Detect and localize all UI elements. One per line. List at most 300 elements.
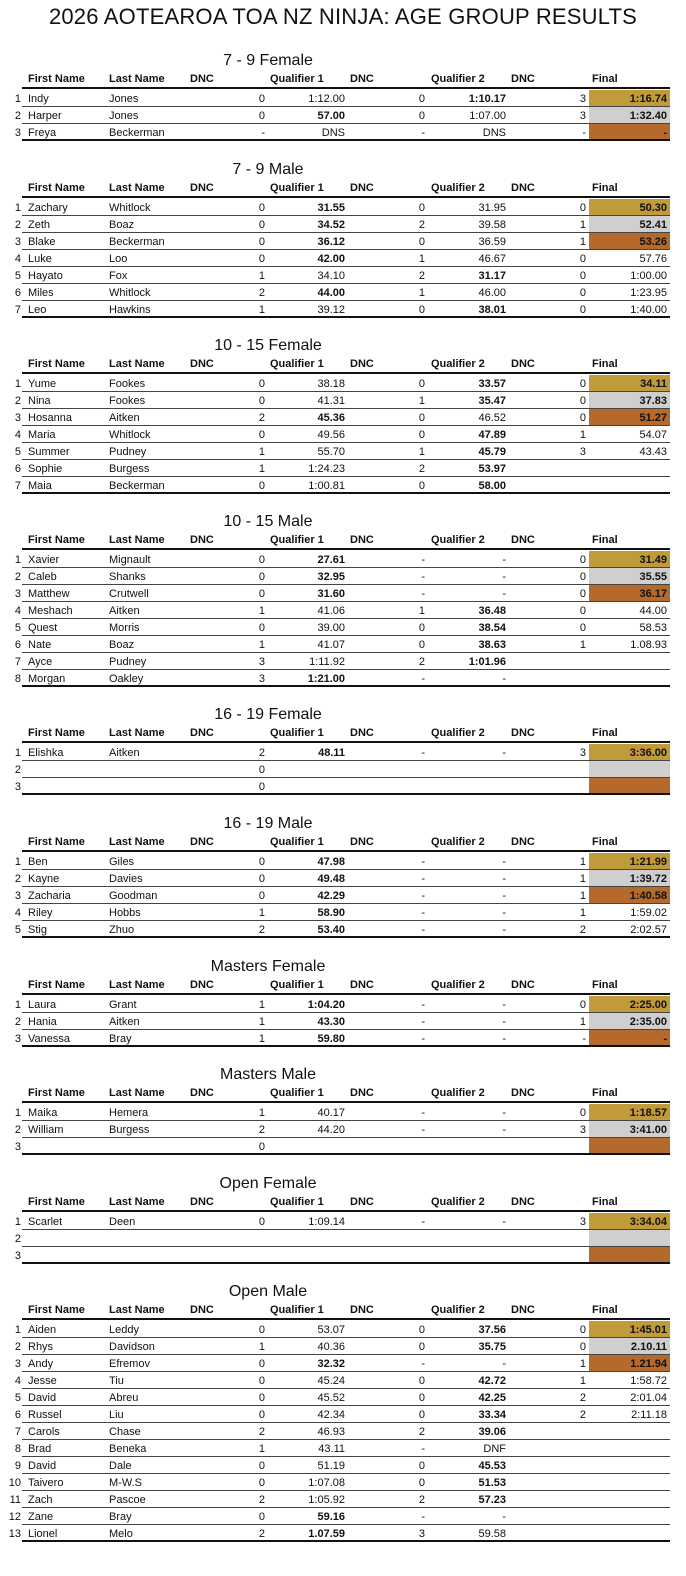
- first-name: Zachary: [28, 202, 68, 214]
- qualifier-1-time: 41.07: [317, 639, 345, 651]
- result-section: [0, 513, 686, 691]
- dnc-qualifier-2: 2: [418, 1426, 425, 1438]
- header-last-name: Last Name: [109, 73, 165, 85]
- last-name: Whitlock: [109, 429, 151, 441]
- last-name: Bray: [109, 1511, 132, 1523]
- row-divider: [22, 316, 670, 318]
- dnc-qualifier-1: 1: [258, 446, 265, 458]
- final-time: 2:25.00: [629, 999, 667, 1011]
- last-name: Aitken: [109, 412, 140, 424]
- rank-number: 3: [14, 236, 21, 248]
- qualifier-1-time: 1:11.92: [309, 656, 345, 668]
- header-dnc: DNC: [511, 534, 535, 546]
- qualifier-1-time: 27.61: [317, 554, 345, 566]
- qualifier-1-time: 39.00: [317, 622, 345, 634]
- header-divider: [22, 196, 670, 198]
- qualifier-2-time: 35.47: [478, 395, 506, 407]
- dnc-qualifier-2: -: [421, 907, 425, 919]
- header-final: Final: [592, 979, 618, 991]
- gold-medal-cell: [589, 90, 670, 106]
- rank-number: 6: [14, 287, 21, 299]
- rank-number: 2: [14, 873, 21, 885]
- first-name: Zeth: [28, 219, 51, 231]
- bronze-medal-cell: [589, 1247, 670, 1263]
- final-time: 2:11.18: [631, 1409, 667, 1421]
- table-row: [0, 1406, 686, 1423]
- table-header: [0, 534, 686, 548]
- qualifier-2-time: 38.01: [478, 304, 506, 316]
- dnc-final: 1: [579, 429, 586, 441]
- first-name: David: [28, 1392, 57, 1404]
- qualifier-2-time: 59.58: [478, 1528, 506, 1540]
- dnc-qualifier-2: 3: [418, 1528, 425, 1540]
- final-time: 1:23.95: [630, 287, 667, 299]
- qualifier-2-time: -: [502, 890, 506, 902]
- qualifier-1-time: 41.31: [317, 395, 345, 407]
- header-qualifier-1: Qualifier 1: [270, 1304, 324, 1316]
- qualifier-1-time: 48.11: [318, 747, 345, 759]
- dnc-qualifier-2: -: [421, 1216, 425, 1228]
- header-last-name: Last Name: [109, 979, 165, 991]
- header-divider: [22, 372, 670, 374]
- header-qualifier-2: Qualifier 2: [431, 534, 485, 546]
- dnc-qualifier-2: 0: [418, 1409, 425, 1421]
- last-name: Giles: [109, 856, 135, 868]
- last-name: Deen: [109, 1216, 136, 1228]
- qualifier-2-time: 38.63: [478, 639, 506, 651]
- row-divider: [22, 492, 670, 494]
- first-name: Matthew: [28, 588, 70, 600]
- table-header: [0, 1196, 686, 1210]
- header-qualifier-1: Qualifier 1: [270, 358, 324, 370]
- qualifier-2-time: 46.67: [478, 253, 506, 265]
- header-dnc: DNC: [511, 727, 535, 739]
- first-name: Sophie: [28, 463, 63, 475]
- silver-medal-cell: [589, 216, 670, 232]
- dnc-qualifier-1: 0: [258, 1392, 265, 1404]
- dnc-qualifier-1: 0: [258, 1375, 265, 1387]
- final-time: 3:34.04: [629, 1216, 667, 1228]
- qualifier-1-time: 43.30: [317, 1016, 345, 1028]
- final-time: 1.21.94: [630, 1358, 667, 1370]
- qualifier-1-time: 44.20: [317, 1124, 345, 1136]
- final-time: 3:36.00: [629, 747, 667, 759]
- rank-number: 3: [14, 127, 21, 139]
- header-qualifier-2: Qualifier 2: [431, 727, 485, 739]
- result-section: [0, 1175, 686, 1268]
- header-divider: [22, 548, 670, 550]
- qualifier-2-time: 1:01.96: [468, 656, 506, 668]
- table-row: [0, 284, 686, 301]
- dnc-qualifier-1: 1: [258, 999, 265, 1011]
- last-name: Hawkins: [109, 304, 151, 316]
- qualifier-1-time: 44.00: [317, 287, 345, 299]
- qualifier-1-time: 1:09.14: [308, 1216, 345, 1228]
- dnc-final: 0: [579, 378, 586, 390]
- rank-number: 1: [14, 856, 21, 868]
- header-qualifier-2: Qualifier 2: [431, 1087, 485, 1099]
- dnc-qualifier-2: -: [421, 571, 425, 583]
- qualifier-2-time: -: [502, 571, 506, 583]
- table-row: [0, 568, 686, 585]
- rank-number: 1: [14, 202, 21, 214]
- first-name: Indy: [28, 93, 49, 105]
- first-name: Scarlet: [28, 1216, 63, 1228]
- qualifier-1-time: 43.11: [318, 1443, 345, 1455]
- last-name: Bray: [109, 1033, 132, 1045]
- header-final: Final: [592, 727, 618, 739]
- qualifier-2-time: -: [502, 1216, 506, 1228]
- last-name: M-W.S: [109, 1477, 142, 1489]
- section-title: Masters Female: [210, 958, 326, 975]
- dnc-qualifier-1: 2: [258, 1528, 265, 1540]
- dnc-qualifier-2: 0: [418, 429, 425, 441]
- last-name: Pudney: [109, 446, 147, 458]
- qualifier-2-time: DNS: [482, 127, 506, 139]
- section-title: 16 - 19 Male: [223, 815, 313, 832]
- header-last-name: Last Name: [109, 358, 165, 370]
- last-name: Aitken: [109, 1016, 140, 1028]
- last-name: Crutwell: [109, 588, 149, 600]
- dnc-qualifier-2: -: [421, 127, 425, 139]
- qualifier-1-time: 36.12: [317, 236, 345, 248]
- dnc-qualifier-1: 2: [258, 1494, 265, 1506]
- dnc-final: 1: [579, 856, 586, 868]
- dnc-final: 3: [579, 1124, 586, 1136]
- rank-number: 3: [14, 588, 21, 600]
- header-dnc: DNC: [350, 1087, 374, 1099]
- dnc-qualifier-2: 1: [418, 253, 425, 265]
- table-row: [0, 1338, 686, 1355]
- table-row: [0, 1423, 686, 1440]
- first-name: Nina: [28, 395, 51, 407]
- dnc-final: 0: [579, 605, 586, 617]
- final-time: -: [663, 127, 667, 139]
- last-name: Grant: [109, 999, 137, 1011]
- table-row: [0, 619, 686, 636]
- first-name: Quest: [28, 622, 58, 634]
- row-divider: [22, 1262, 670, 1264]
- table-row: [0, 670, 686, 687]
- header-dnc: DNC: [350, 1304, 374, 1316]
- rank-number: 4: [14, 907, 21, 919]
- table-row: [0, 1121, 686, 1138]
- qualifier-1-time: 32.95: [317, 571, 345, 583]
- table-row: [0, 1247, 686, 1264]
- dnc-final: 3: [579, 110, 586, 122]
- header-qualifier-2: Qualifier 2: [431, 1304, 485, 1316]
- dnc-qualifier-2: 1: [418, 446, 425, 458]
- result-section: [0, 52, 686, 145]
- header-first-name: First Name: [28, 182, 85, 194]
- qualifier-1-time: 51.19: [317, 1460, 345, 1472]
- last-name: Melo: [109, 1528, 133, 1540]
- header-dnc: DNC: [511, 1304, 535, 1316]
- first-name: Aiden: [28, 1324, 57, 1336]
- rank-number: 2: [14, 1124, 21, 1136]
- qualifier-1-time: 40.17: [317, 1107, 345, 1119]
- qualifier-2-time: -: [502, 1358, 506, 1370]
- header-dnc: DNC: [190, 358, 214, 370]
- header-dnc: DNC: [350, 727, 374, 739]
- final-time: 2.10.11: [630, 1341, 667, 1353]
- header-dnc: DNC: [511, 73, 535, 85]
- dnc-qualifier-2: -: [421, 1016, 425, 1028]
- rank-number: 2: [14, 219, 21, 231]
- table-row: [0, 1372, 686, 1389]
- header-final: Final: [592, 358, 618, 370]
- rank-number: 13: [8, 1528, 21, 1540]
- bronze-medal-cell: [589, 887, 670, 903]
- dnc-qualifier-1: 0: [258, 1216, 265, 1228]
- section-title: 16 - 19 Female: [214, 706, 322, 723]
- dnc-final: 0: [579, 202, 586, 214]
- last-name: Pudney: [109, 656, 147, 668]
- rank-number: 7: [14, 480, 21, 492]
- table-header: [0, 182, 686, 196]
- final-time: 1:21.99: [629, 856, 667, 868]
- table-row: [0, 267, 686, 284]
- dnc-qualifier-2: 2: [418, 463, 425, 475]
- row-divider: [22, 685, 670, 687]
- final-time: 1:18.57: [629, 1107, 667, 1119]
- dnc-final: 1: [579, 236, 586, 248]
- dnc-qualifier-2: -: [421, 588, 425, 600]
- header-dnc: DNC: [511, 358, 535, 370]
- silver-medal-cell: [589, 1121, 670, 1137]
- dnc-qualifier-1: 0: [258, 571, 265, 583]
- table-row: [0, 443, 686, 460]
- dnc-qualifier-1: 0: [258, 622, 265, 634]
- dnc-qualifier-1: 1: [258, 907, 265, 919]
- dnc-qualifier-2: 1: [418, 287, 425, 299]
- qualifier-2-time: 47.89: [478, 429, 506, 441]
- qualifier-1-time: 1:21.00: [307, 673, 345, 685]
- qualifier-2-time: 36.59: [478, 236, 506, 248]
- gold-medal-cell: [589, 1104, 670, 1120]
- qualifier-1-time: 53.40: [317, 924, 345, 936]
- qualifier-1-time: 42.29: [317, 890, 345, 902]
- first-name: Vanessa: [28, 1033, 70, 1045]
- final-time: 1:40.00: [630, 304, 667, 316]
- dnc-qualifier-1: 0: [258, 202, 265, 214]
- header-qualifier-2: Qualifier 2: [431, 979, 485, 991]
- dnc-qualifier-1: 0: [258, 429, 265, 441]
- last-name: Fox: [109, 270, 128, 282]
- header-divider: [22, 1101, 670, 1103]
- dnc-final: 3: [579, 747, 586, 759]
- dnc-qualifier-2: 0: [418, 1477, 425, 1489]
- last-name: Davidson: [109, 1341, 155, 1353]
- qualifier-2-time: -: [502, 924, 506, 936]
- last-name: Liu: [109, 1409, 124, 1421]
- rank-number: 2: [14, 1233, 21, 1245]
- qualifier-1-time: 59.80: [317, 1033, 345, 1045]
- table-row: [0, 551, 686, 568]
- final-time: 57.76: [639, 253, 667, 265]
- qualifier-2-time: 45.53: [478, 1460, 506, 1472]
- rank-number: 10: [8, 1477, 21, 1489]
- dnc-qualifier-2: 0: [418, 110, 425, 122]
- header-qualifier-1: Qualifier 1: [270, 979, 324, 991]
- rank-number: 2: [14, 571, 21, 583]
- bronze-medal-cell: [589, 1355, 670, 1371]
- first-name: Lionel: [28, 1528, 58, 1540]
- table-row: [0, 636, 686, 653]
- qualifier-2-time: 46.00: [478, 287, 506, 299]
- dnc-qualifier-2: 0: [418, 622, 425, 634]
- dnc-qualifier-1: 0: [258, 253, 265, 265]
- gold-medal-cell: [589, 1213, 670, 1229]
- dnc-final: 1: [579, 639, 586, 651]
- first-name: Meshach: [28, 605, 73, 617]
- header-dnc: DNC: [350, 73, 374, 85]
- qualifier-1-time: 39.12: [317, 304, 345, 316]
- header-divider: [22, 1210, 670, 1212]
- rank-number: 3: [14, 412, 21, 424]
- dnc-final: 0: [579, 1107, 586, 1119]
- result-section: [0, 1283, 686, 1546]
- dnc-final: 0: [579, 1341, 586, 1353]
- header-qualifier-1: Qualifier 1: [270, 182, 324, 194]
- dnc-qualifier-2: 2: [418, 656, 425, 668]
- table-header: [0, 358, 686, 372]
- dnc-qualifier-1: 0: [258, 873, 265, 885]
- silver-medal-cell: [589, 107, 670, 123]
- dnc-final: 0: [579, 622, 586, 634]
- final-time: 1:45.01: [629, 1324, 667, 1336]
- dnc-qualifier-2: -: [421, 890, 425, 902]
- silver-medal-cell: [589, 568, 670, 584]
- header-dnc: DNC: [190, 727, 214, 739]
- header-qualifier-2: Qualifier 2: [431, 73, 485, 85]
- rank-number: 6: [14, 1409, 21, 1421]
- rank-number: 4: [14, 429, 21, 441]
- header-dnc: DNC: [511, 182, 535, 194]
- qualifier-1-time: 58.90: [317, 907, 345, 919]
- dnc-qualifier-1: 1: [258, 304, 265, 316]
- header-dnc: DNC: [511, 1087, 535, 1099]
- table-row: [0, 124, 686, 141]
- qualifier-1-time: 1:12.00: [308, 93, 345, 105]
- first-name: Leo: [28, 304, 47, 316]
- section-title: Masters Male: [219, 1066, 317, 1083]
- table-row: [0, 1013, 686, 1030]
- table-row: [0, 107, 686, 124]
- final-time: 1:40.58: [629, 890, 667, 902]
- result-section: [0, 1066, 686, 1159]
- rank-number: 1: [14, 1107, 21, 1119]
- dnc-qualifier-2: 0: [418, 1392, 425, 1404]
- final-time: 1:32.40: [629, 110, 667, 122]
- rank-number: 3: [14, 1033, 21, 1045]
- gold-medal-cell: [589, 996, 670, 1012]
- dnc-qualifier-1: 0: [258, 588, 265, 600]
- final-time: 1.08.93: [630, 639, 667, 651]
- header-dnc: DNC: [350, 836, 374, 848]
- dnc-qualifier-1: 1: [258, 1016, 265, 1028]
- dnc-final: 0: [579, 270, 586, 282]
- last-name: Boaz: [109, 639, 135, 651]
- dnc-qualifier-2: -: [421, 1124, 425, 1136]
- last-name: Davies: [109, 873, 143, 885]
- section-title: 7 - 9 Female: [223, 52, 313, 69]
- result-section: [0, 161, 686, 322]
- dnc-final: 3: [579, 93, 586, 105]
- dnc-qualifier-1: 1: [258, 463, 265, 475]
- first-name: Maia: [28, 480, 52, 492]
- qualifier-1-time: 1:00.81: [308, 480, 345, 492]
- silver-medal-cell: [589, 870, 670, 886]
- qualifier-1-time: 47.98: [317, 856, 345, 868]
- dnc-qualifier-1: 2: [258, 747, 265, 759]
- silver-medal-cell: [589, 1013, 670, 1029]
- table-row: [0, 392, 686, 409]
- final-time: 44.00: [639, 605, 667, 617]
- last-name: Efremov: [109, 1358, 150, 1370]
- rank-number: 6: [14, 463, 21, 475]
- final-time: 50.30: [639, 202, 667, 214]
- header-first-name: First Name: [28, 1304, 85, 1316]
- dnc-qualifier-2: 0: [418, 1460, 425, 1472]
- table-row: [0, 778, 686, 795]
- final-time: 31.49: [639, 554, 667, 566]
- bronze-medal-cell: [589, 585, 670, 601]
- header-last-name: Last Name: [109, 836, 165, 848]
- table-header: [0, 1087, 686, 1101]
- dnc-final: 1: [579, 1375, 586, 1387]
- dnc-final: 1: [579, 1016, 586, 1028]
- rank-number: 3: [14, 1141, 21, 1153]
- final-time: 3:41.00: [629, 1124, 667, 1136]
- first-name: Laura: [28, 999, 57, 1011]
- first-name: Luke: [28, 253, 52, 265]
- first-name: Hayato: [28, 270, 63, 282]
- qualifier-1-time: 55.70: [317, 446, 345, 458]
- header-qualifier-1: Qualifier 1: [270, 836, 324, 848]
- qualifier-1-time: 49.48: [317, 873, 345, 885]
- last-name: Burgess: [109, 463, 150, 475]
- first-name: Zane: [28, 1511, 54, 1523]
- header-divider: [22, 850, 670, 852]
- first-name: David: [28, 1460, 57, 1472]
- rank-number: 8: [14, 673, 21, 685]
- qualifier-1-time: 45.52: [317, 1392, 345, 1404]
- qualifier-1-time: 46.93: [317, 1426, 345, 1438]
- header-qualifier-1: Qualifier 1: [270, 534, 324, 546]
- dnc-qualifier-1: 0: [258, 1358, 265, 1370]
- header-qualifier-2: Qualifier 2: [431, 836, 485, 848]
- dnc-final: 1: [579, 1358, 586, 1370]
- table-row: [0, 233, 686, 250]
- dnc-qualifier-1: 2: [258, 287, 265, 299]
- first-name: Ben: [28, 856, 48, 868]
- row-divider: [22, 1045, 670, 1047]
- header-dnc: DNC: [350, 1196, 374, 1208]
- table-row: [0, 1491, 686, 1508]
- qualifier-2-time: DNF: [483, 1443, 506, 1455]
- last-name: Fookes: [109, 395, 146, 407]
- dnc-final: 0: [579, 588, 586, 600]
- last-name: Shanks: [109, 571, 146, 583]
- qualifier-1-time: 32.32: [317, 1358, 345, 1370]
- table-row: [0, 477, 686, 494]
- table-header: [0, 73, 686, 87]
- table-row: [0, 426, 686, 443]
- dnc-final: 0: [579, 304, 586, 316]
- qualifier-2-time: 57.23: [478, 1494, 506, 1506]
- last-name: Aitken: [109, 747, 140, 759]
